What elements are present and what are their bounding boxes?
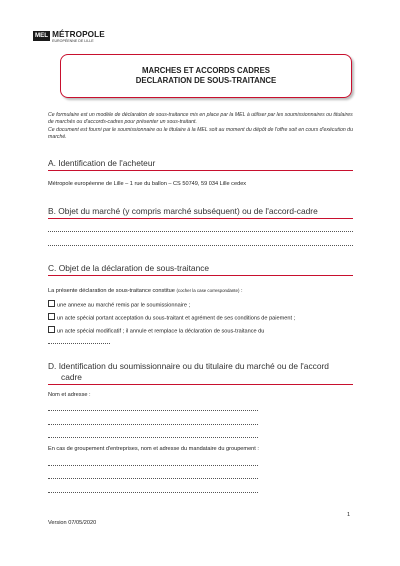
logo-mark: MEL bbox=[35, 32, 49, 39]
section-d-heading bbox=[48, 361, 353, 385]
section-d-name-fill-line-3[interactable] bbox=[48, 437, 258, 438]
page-number: 1 bbox=[347, 512, 351, 518]
logo-subtitle: EUROPÉENNE DE LILLE bbox=[52, 39, 94, 43]
checkbox-annex[interactable] bbox=[48, 300, 55, 307]
intro-paragraph-1: Ce formulaire est un modèle de déclaration de sous-traitance mis en place par la MEL à utiliser par les soumissionnaires ou titulaires de marchés ou d'accords-cadres pour présenter un sous-traitant. bbox=[48, 112, 353, 125]
section-b-fill-line-1[interactable] bbox=[48, 231, 353, 232]
section-c-intro bbox=[48, 287, 358, 295]
option-annex bbox=[48, 300, 358, 310]
section-d-name-label: Nom et adresse : bbox=[48, 392, 91, 398]
title-line-1: MARCHES ET ACCORDS CADRES bbox=[142, 66, 270, 75]
option-modifying-act bbox=[48, 326, 358, 336]
title-line-2: DECLARATION DE SOUS-TRAITANCE bbox=[135, 76, 277, 85]
section-d-heading-line-1: D. Identification du soumissionnaire ou du titulaire du marché ou de l'accord bbox=[48, 361, 329, 371]
section-a-text: Métropole européenne de Lille – 1 rue du ballon – CS 50749, 59 034 Lille cedex bbox=[48, 181, 247, 187]
section-d-heading-line-2: cadre bbox=[61, 372, 82, 382]
section-b-fill-line-2[interactable] bbox=[48, 245, 353, 246]
option-special-act bbox=[48, 313, 358, 323]
section-d-name-fill-line-1[interactable] bbox=[48, 410, 258, 411]
logo-name: MÉTROPOLE bbox=[52, 30, 105, 39]
section-c-date-fill-line[interactable] bbox=[48, 343, 110, 344]
option-modifying-act-label: un acte spécial modificatif ; il annule et remplace la déclaration de sous-traitance du bbox=[57, 328, 265, 335]
section-d-group-fill-line-2[interactable] bbox=[48, 478, 258, 479]
section-c-intro-end: : bbox=[239, 288, 243, 294]
checkbox-modifying-act[interactable] bbox=[48, 326, 55, 333]
section-d-group-label: En cas de groupement d'entreprises, nom et adresse du mandataire du groupement : bbox=[48, 446, 259, 452]
intro-paragraph-2: Ce document est fourni par le soumissionnaire ou le titulaire à la MEL soit au moment du dépôt de l'offre soit en cours d'exécution du marché. bbox=[48, 127, 353, 140]
section-c-intro-note: (cocher la case correspondante) bbox=[176, 288, 240, 293]
section-c-heading: C. Objet de la déclaration de sous-traitance bbox=[48, 263, 353, 276]
section-d-name-fill-line-2[interactable] bbox=[48, 424, 258, 425]
option-annex-label: une annexe au marché remis par le soumissionnaire ; bbox=[57, 302, 191, 309]
checkbox-special-act[interactable] bbox=[48, 313, 55, 320]
title-box bbox=[60, 54, 352, 98]
mel-logo bbox=[33, 31, 105, 43]
section-b-heading: B. Objet du marché (y compris marché subséquent) ou de l'accord-cadre bbox=[48, 206, 353, 219]
section-a-heading: A. Identification de l'acheteur bbox=[48, 158, 353, 171]
section-d-group-fill-line-1[interactable] bbox=[48, 465, 258, 466]
version-label: Version 07/05/2020 bbox=[48, 520, 97, 526]
section-d-group-fill-line-3[interactable] bbox=[48, 492, 258, 493]
option-special-act-label: un acte spécial portant acceptation du sous-traitant et agrément de ses conditions de paiement ; bbox=[57, 315, 296, 322]
section-c-intro-text: La présente déclaration de sous-traitance constitue bbox=[48, 288, 177, 294]
